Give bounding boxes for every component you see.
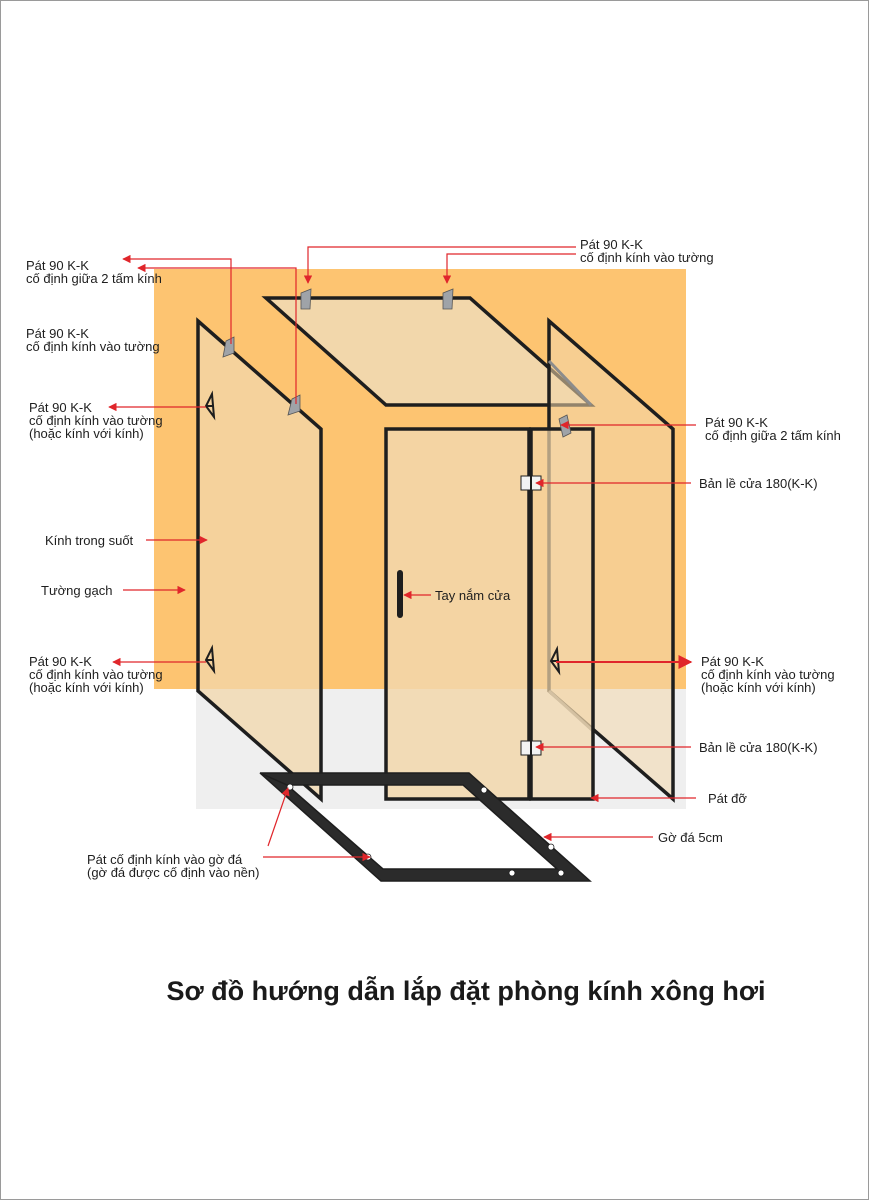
label-pat-2-kinh-right: Pát 90 K-K cố định giữa 2 tấm kính xyxy=(705,415,841,443)
label-tay-nam: Tay nắm cửa xyxy=(435,588,511,603)
diagram-title: Sơ đồ hướng dẫn lắp đặt phòng kính xông hơi xyxy=(166,976,766,1006)
curb-clip-icon xyxy=(558,870,564,876)
curb-clip-icon xyxy=(548,844,554,850)
label-pat-2-kinh-left: Pát 90 K-K cố định giữa 2 tấm kính xyxy=(26,258,162,286)
curb-clip-icon xyxy=(509,870,515,876)
label-tuong-gach: Tường gạch xyxy=(41,583,113,598)
door-glass-panel xyxy=(386,429,529,799)
door-handle-icon xyxy=(397,570,403,618)
label-pat-tuong-top: Pát 90 K-K cố định kính vào tường xyxy=(580,237,714,265)
curb-clip-icon xyxy=(481,787,487,793)
bracket-icon xyxy=(443,289,453,309)
label-pat-tuong-hoac-right: Pát 90 K-K cố định kính vào tường (hoặc kính với kính) xyxy=(701,654,835,695)
label-pat-tuong-left: Pát 90 K-K cố định kính vào tường xyxy=(26,326,160,354)
bracket-icon xyxy=(301,289,311,309)
hinge-icon xyxy=(521,741,541,755)
label-pat-go-da: Pát cố định kính vào gờ đá (gờ đá được cố định vào nền) xyxy=(87,852,260,880)
label-go-da: Gờ đá 5cm xyxy=(658,830,723,845)
label-ban-le-top: Bản lề cửa 180(K-K) xyxy=(699,476,818,491)
label-ban-le-bottom: Bản lề cửa 180(K-K) xyxy=(699,740,818,755)
label-pat-tuong-hoac-left-top: Pát 90 K-K cố định kính vào tường (hoặc kính với kính) xyxy=(29,400,163,441)
label-pat-tuong-hoac-left-bottom: Pát 90 K-K cố định kính vào tường (hoặc kính với kính) xyxy=(29,654,163,695)
label-kinh-trong-suot: Kính trong suốt xyxy=(45,533,134,548)
label-pat-do: Pát đỡ xyxy=(708,791,747,806)
